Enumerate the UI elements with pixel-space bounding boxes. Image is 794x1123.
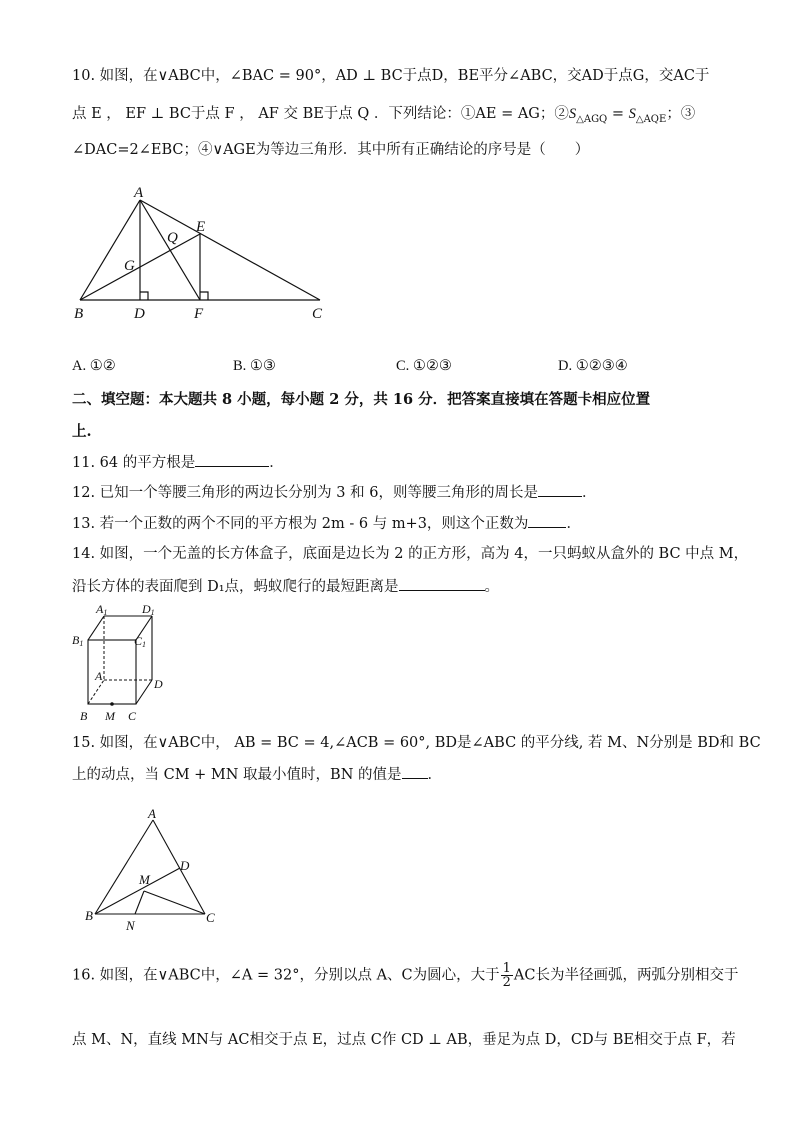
point-m [110,702,114,706]
q12-answer-blank [538,482,582,497]
label-g: G [124,258,135,274]
q14-end: 。 [484,579,500,595]
q16-line-1-tail: AC长为半径画弧，两弧分别相交于 [513,967,739,984]
q14-line-1: 14. 如图，一个无盖的长方体盒子，底面是边长为 2 的正方形，高为 4，一只蚂蚁从盒外的 BC 中点 M， [72,546,749,562]
area-subscript-1: △AGQ [576,113,608,125]
right-angle-d [140,292,148,300]
q16-line-1 [72,962,739,989]
q13-text: 13. 若一个正数的两个不同的平方根为 2m - 6 与 m+3，则这个正数为 [72,516,529,532]
q11-text: 11. 64 的平方根是 [72,455,196,471]
q15-end: ． [427,767,443,783]
label-a: A [95,669,103,683]
label-q: Q [167,230,178,246]
q10-line-3: ∠DAC=2∠EBC；④∨AGE为等边三角形．其中所有正确结论的序号是（ ） [72,142,590,158]
q13 [72,513,581,534]
q12-end: ． [581,485,597,501]
q12 [72,482,596,503]
choice-c: C. ①②③ [396,358,452,374]
label-f: F [194,306,204,322]
q16-line-2: 点 M、N，直线 MN与 AC相交于点 E，过点 C作 CD ⊥ AB，垂足为点 D，CD与 BE相交于点 F，若 [72,1032,736,1048]
area-symbol-1: S [568,106,577,122]
label-b: B [74,306,84,322]
segment-ac [140,200,320,300]
fraction-numerator: 1 [502,961,511,976]
q10-line-2 [72,104,695,130]
label-b1: B1 [72,633,84,648]
q11 [72,452,284,473]
label-n: N [126,918,135,933]
q13-answer-blank [528,513,566,528]
label-c1: C1 [134,634,147,649]
hidden-edge-b-a [88,680,104,704]
fraction-denominator: 2 [502,975,511,990]
q15-line-1: 15. 如图，在∨ABC中， AB = BC = 4,∠ACB = 60°, BD是∠ABC 的平分线, 若 M、N分别是 BD和 BC [72,735,761,751]
segment-mn [135,891,144,914]
section2-heading-line-1: 二、填空题：本大题共 8 小题，每小题 2 分，共 16 分．把答案直接填在答题卡相应位置 [72,391,651,408]
q15-line-2 [72,764,442,785]
q14-line-2 [72,576,499,597]
q16-line-1-text: 16. 如图，在∨ABC中，∠A = 32°，分别以点 A、C为圆心，大于 [72,967,500,984]
q14-box-figure [66,600,176,726]
label-c: C [206,910,215,925]
edge-c-d [136,680,152,704]
label-a: A [148,808,156,821]
area-subscript-2: △AQE [635,113,667,125]
label-e: E [196,219,206,235]
right-angle-f [200,292,208,300]
q13-end: ． [566,516,581,532]
label-d: D [134,306,145,322]
choice-b: B. ①③ [233,358,276,374]
segment-ab [80,200,140,300]
label-d1: D1 [142,602,155,617]
label-c: C [128,709,137,723]
q14-answer-blank [399,576,485,591]
q12-text: 12. 已知一个等腰三角形的两边长分别为 3 和 6，则等腰三角形的周长是 [72,485,538,501]
segment-af [140,200,200,300]
q10-line-1: 10. 如图，在∨ABC中，∠BAC = 90°，AD ⊥ BC于点D，BE平分∠ABC，交AD于点G，交AC于 [72,68,710,84]
q10-line-2-text: 点 E ， EF ⊥ BC于点 F ， AF 交 BE于点 Q ．下列结论：①AE = AG；② [72,106,569,122]
equals-sign: = [607,106,629,122]
q11-answer-blank [195,452,269,467]
fraction-one-half [501,962,513,989]
q15-answer-blank [402,764,428,779]
label-b: B [80,709,88,723]
segment-mc [144,891,205,914]
label-m: M [139,872,150,887]
q14-line-2-text: 沿长方体的表面爬到 D₁点，蚂蚁爬行的最短距离是 [72,579,399,595]
q11-end: ． [269,455,284,471]
label-a: A [134,185,144,201]
segment-ab [95,820,153,914]
choice-d: D. ①②③④ [558,358,628,374]
choice-a: A. ①② [72,358,116,374]
label-a1: A1 [96,602,108,617]
label-c: C [312,306,323,322]
label-d: D [154,677,163,691]
label-b: B [85,908,93,923]
q10-line-2-tail: ；③ [666,106,696,122]
area-symbol-2: S [628,106,636,122]
q10-figure [70,180,340,325]
q15-line-2-text: 上的动点，当 CM + MN 取最小值时，BN 的值是 [72,767,402,783]
segment-ac [153,820,205,914]
section2-heading-line-2: 上. [72,423,92,440]
label-d: D [180,858,190,873]
edge-b1-a1 [88,616,104,640]
label-m: M [105,709,115,723]
q15-figure [80,808,230,938]
